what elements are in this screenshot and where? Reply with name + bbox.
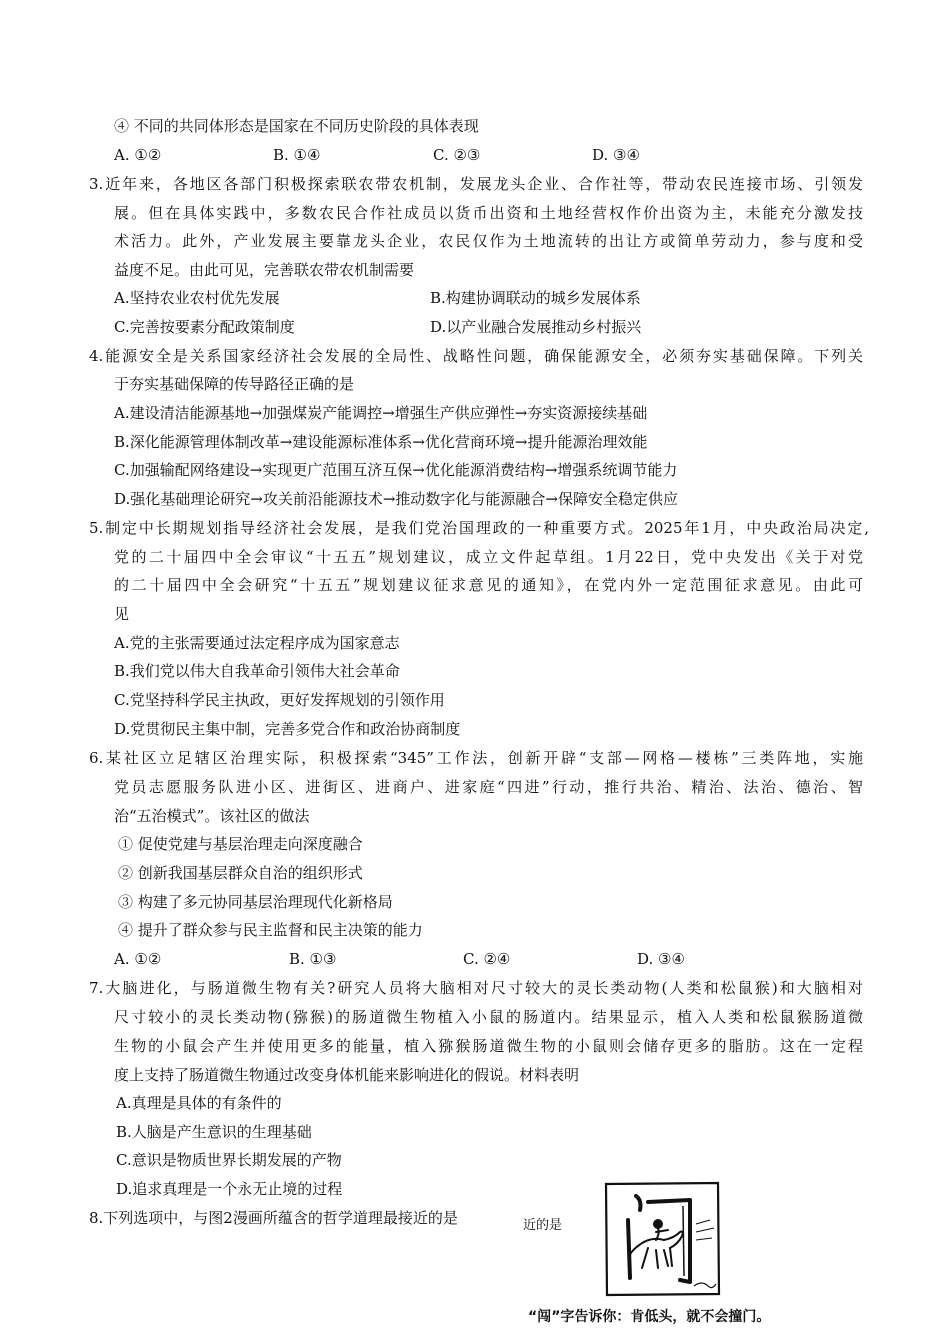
q6-stem-line-3: 治“五治模式”。该社区的做法: [114, 807, 310, 825]
q6-option-a: A. ①②: [114, 950, 162, 968]
q4-option-c: C.加强输配网络建设→实现更广范围互济互保→优化能源消费结构→增强系统调节能力: [114, 461, 678, 479]
q6-item-1: ① 促使党建与基层治理走向深度融合: [118, 835, 363, 853]
q5-stem-line-1: 5.制定中长期规划指导经济社会发展，是我们党治国理政的一种重要方式。2025年1月，中央政治局决定,: [89, 519, 869, 537]
q3-stem-line-4: 益度不足。由此可见，完善联农带农机制需要: [114, 261, 415, 279]
q6-stem-line-2: 党员志愿服务队进小区、进街区、进商户、进家庭“四进”行动，推行共治、精治、法治、德治、智: [114, 778, 863, 796]
cartoon-men-left-stroke: [628, 1220, 630, 1278]
cartoon-caption: “闯”字告诉你：肯低头，就不会撞门。: [528, 1309, 771, 1325]
q2-option-a: A. ①②: [114, 146, 162, 164]
q6-item-3: ③ 构建了多元协同基层治理现代化新格局: [118, 893, 393, 911]
q5-option-b: B.我们党以伟大自我革命引领伟大社会革命: [114, 662, 400, 680]
q7-stem-line-2: 尺寸较小的灵长类动物(猕猴)的肠道微生物植入小鼠的肠道内。结果显示，植入人类和松鼠猴肠道微: [114, 1008, 863, 1026]
cartoon-ground-scribble: [694, 1283, 716, 1288]
q6-option-b: B. ①③: [289, 950, 337, 968]
q4-option-d: D.强化基础理论研究→攻关前沿能源技术→推动数字化与能源融合→保障安全稳定供应: [114, 490, 678, 508]
cartoon-motion-lines: [696, 1220, 714, 1240]
q4-option-b: B.深化能源管理体制改革→建设能源标准体系→优化营商环境→提升能源治理效能: [114, 433, 648, 451]
q8-stem: 8.下列选项中，与图2漫画所蕴含的哲学道理最接近的是: [89, 1209, 458, 1227]
q3-stem-line-1: 3.近年来，各地区各部门积极探索联农带农机制，发展龙头企业、合作社等，带动农民连接市场、引领发: [89, 175, 863, 193]
q2-item-4: ④ 不同的共同体形态是国家在不同历史阶段的具体表现: [114, 117, 479, 135]
q2-option-b: B. ①④: [273, 146, 321, 164]
q3-option-d: D.以产业融合发展推动乡村振兴: [430, 318, 642, 336]
cartoon-horse: [638, 1232, 683, 1269]
q5-option-d: D.党贯彻民主集中制，完善多党合作和政治协商制度: [114, 720, 461, 738]
cartoon-door-inner: [683, 1206, 684, 1276]
q5-option-c: C.党坚持科学民主执政，更好发挥规划的引领作用: [114, 691, 445, 709]
q5-stem-line-2: 党的二十届四中全会审议“十五五”规划建议，成立文件起草组。1月22日，党中央发出《关于对党: [114, 548, 863, 566]
q6-option-d: D. ③④: [637, 950, 685, 968]
q5-stem-line-3: 的二十届四中全会研究“十五五”规划建议征求意见的通知》，在党内外一定范围征求意见。由此可: [114, 576, 863, 594]
cartoon-rider-body: [656, 1228, 668, 1240]
q7-stem-line-3: 生物的小鼠会产生并使用更多的能量，植入猕猴肠道微生物的小鼠则会储存更多的脂肪。这在一定程: [114, 1037, 863, 1055]
q3-option-c: C.完善按要素分配政策制度: [114, 318, 295, 336]
q7-option-a: A.真理是具体的有条件的: [116, 1094, 282, 1112]
q5-option-a: A.党的主张需要通过法定程序成为国家意志: [114, 634, 400, 652]
q7-option-d: D.追求真理是一个永无止境的过程: [116, 1180, 343, 1198]
q7-stem-line-4: 度上支持了肠道微生物通过改变身体机能来影响进化的假说。材料表明: [114, 1066, 580, 1084]
q8-cartoon-fragment-text: 近的是: [523, 1218, 563, 1233]
q6-option-c: C. ②④: [463, 950, 511, 968]
q2-option-c: C. ②③: [433, 146, 481, 164]
q6-item-2: ② 创新我国基层群众自治的组织形式: [118, 864, 363, 882]
q3-stem-line-2: 展。但在具体实践中，多数农民合作社成员以货币出资和土地经营权作价出资为主，未能充分激发技: [114, 204, 863, 222]
q3-stem-line-3: 术活力。此外，产业发展主要靠龙头企业，农民仅作为土地流转的出让方或简单劳动力，参与度和受: [114, 232, 863, 250]
q3-option-a: A.坚持农业农村优先发展: [114, 289, 280, 307]
chuang-cartoon-illustration: [598, 1180, 728, 1304]
q7-option-c: C.意识是物质世界长期发展的产物: [116, 1151, 342, 1169]
q7-option-b: B.人脑是产生意识的生理基础: [116, 1123, 312, 1141]
q6-stem-line-1: 6.某社区立足辖区治理实际，积极探索“345”工作法，创新开辟“支部—网格—楼栋”三类阵地，实施: [89, 749, 863, 767]
cartoon-men-dot: [636, 1196, 641, 1210]
q7-stem-line-1: 7.大脑进化，与肠道微生物有关?研究人员将大脑相对尺寸较大的灵长类动物(人类和松鼠猴)和大脑相对: [89, 979, 863, 997]
q4-stem-line-2: 于夯实基础保障的传导路径正确的是: [114, 375, 355, 393]
q6-item-4: ④ 提升了群众参与民主监督和民主决策的能力: [118, 921, 423, 939]
q4-stem-line-1: 4.能源安全是关系国家经济社会发展的全局性、战略性问题，确保能源安全，必须夯实基础保障。下列关: [89, 347, 863, 365]
q2-option-d: D. ③④: [592, 146, 640, 164]
q5-stem-line-4: 见: [114, 605, 130, 623]
q4-option-a: A.建设清洁能源基地→加强煤炭产能调控→增强生产供应弹性→夯实资源接续基础: [114, 404, 648, 422]
q3-option-b: B.构建协调联动的城乡发展体系: [430, 289, 641, 307]
